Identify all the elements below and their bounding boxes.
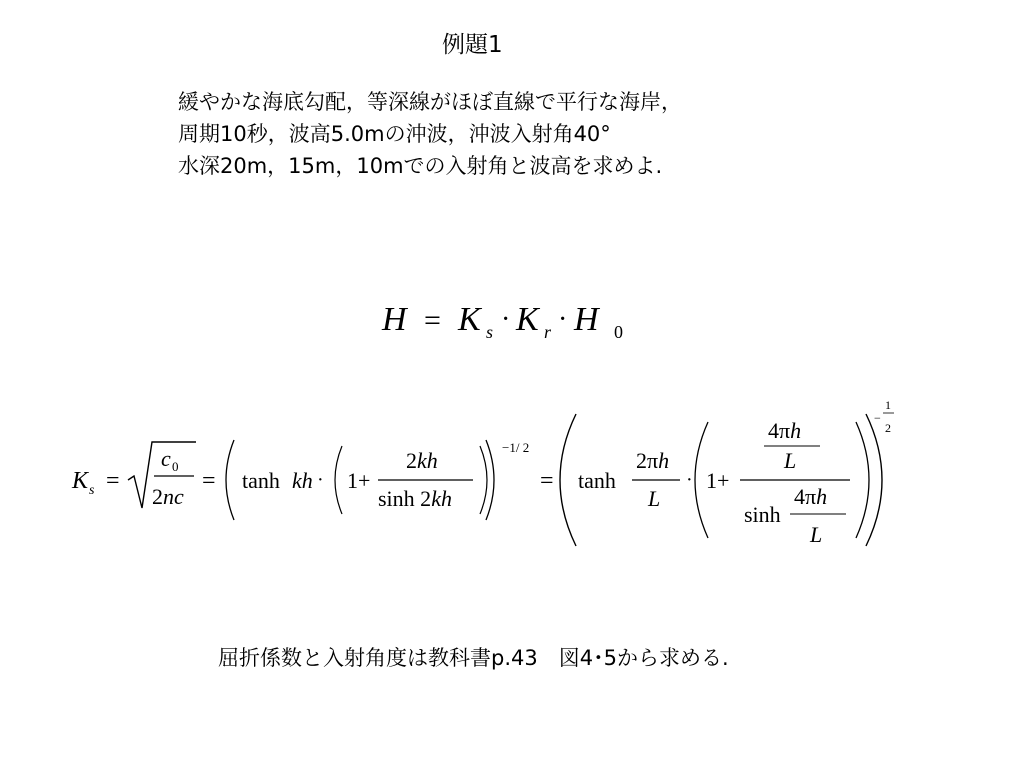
svg-text:4πh: 4πh	[794, 484, 828, 509]
svg-text:H: H	[574, 301, 599, 338]
svg-text:2nc: 2nc	[152, 484, 184, 509]
svg-text:L: L	[810, 522, 823, 547]
svg-text:−: −	[874, 411, 881, 425]
svg-text:sinh: sinh	[744, 502, 781, 527]
svg-text:L: L	[784, 448, 797, 473]
svg-text:4πh: 4πh	[768, 418, 802, 443]
svg-text:tanh: tanh	[242, 468, 280, 493]
svg-text:0: 0	[614, 322, 623, 342]
svg-text:H: H	[382, 301, 407, 338]
svg-text:K: K	[458, 301, 481, 338]
reference-note: 屈折係数と入射角度は教科書p.43 図4･5から求める.	[218, 646, 729, 670]
svg-text:·: ·	[558, 304, 568, 335]
svg-text:·: ·	[317, 469, 324, 491]
svg-text:K: K	[516, 301, 539, 338]
svg-text:=: =	[424, 304, 441, 337]
svg-text:K: K	[72, 468, 89, 494]
svg-text:2πh: 2πh	[636, 448, 670, 473]
problem-line-3: 水深20m，15m，10mでの入射角と波高を求めよ.	[178, 154, 663, 178]
wave-height-equation	[376, 290, 676, 350]
svg-text:=: =	[202, 468, 216, 494]
svg-text:2kh: 2kh	[406, 448, 438, 473]
problem-line-1: 緩やかな海底勾配，等深線がほぼ直線で平行な海岸，	[178, 90, 682, 114]
problem-title: 例題1	[442, 32, 503, 58]
svg-text:0: 0	[172, 459, 179, 474]
svg-text:sinh 2kh: sinh 2kh	[378, 486, 452, 511]
svg-text:·: ·	[686, 469, 693, 491]
svg-text:c: c	[161, 446, 171, 471]
svg-text:kh: kh	[292, 468, 313, 493]
svg-text:2: 2	[885, 421, 891, 435]
svg-text:1+: 1+	[706, 468, 730, 493]
svg-text:1: 1	[885, 398, 891, 412]
svg-text:=: =	[540, 468, 554, 494]
svg-text:r: r	[544, 322, 552, 342]
svg-text:−1/ 2: −1/ 2	[502, 440, 530, 455]
svg-text:s: s	[486, 322, 494, 342]
problem-statement	[178, 86, 682, 182]
shoaling-coefficient-equation	[66, 396, 916, 556]
problem-line-2: 周期10秒，波高5.0mの沖波，沖波入射角40°	[178, 122, 611, 146]
svg-text:s: s	[89, 483, 95, 498]
svg-text:tanh: tanh	[578, 468, 616, 493]
svg-text:·: ·	[501, 304, 511, 335]
svg-text:L: L	[648, 486, 661, 511]
svg-text:=: =	[106, 468, 120, 494]
svg-text:1+: 1+	[347, 468, 371, 493]
